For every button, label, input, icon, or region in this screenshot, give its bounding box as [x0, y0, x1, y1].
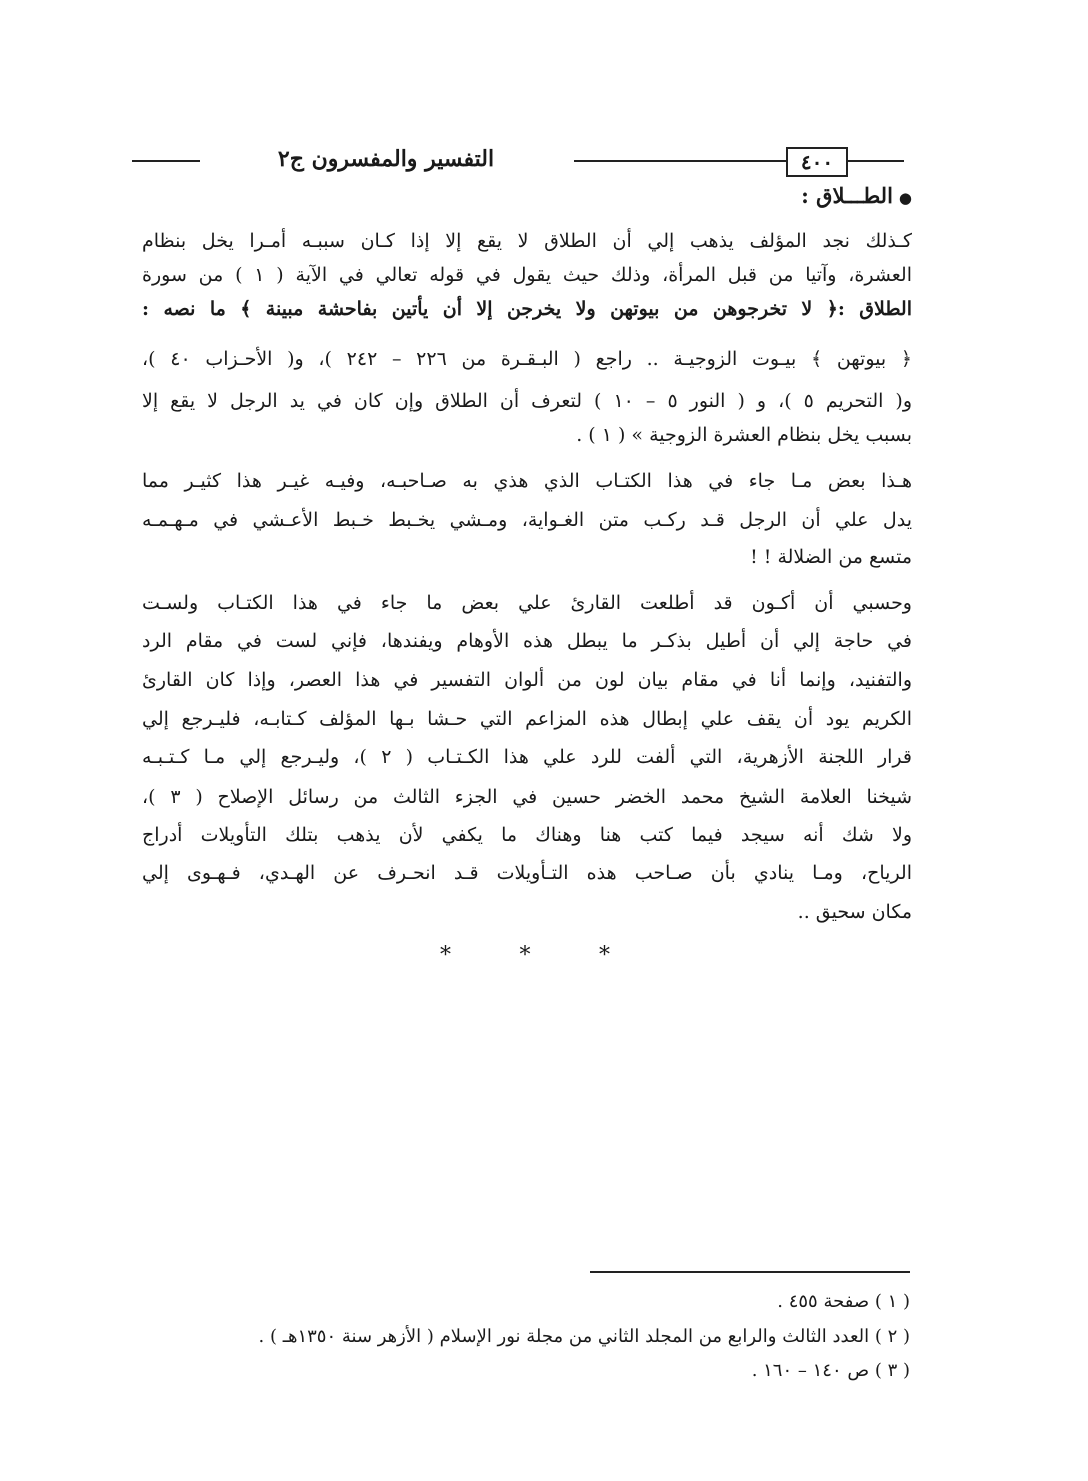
- body-line: في حاجة إلي أن أطيل بذكـر ما يبطل هذه الأوهام ويفندها، فإني لست في مقام الرد: [142, 630, 912, 652]
- bullet-icon: ●: [898, 189, 912, 207]
- body-line: هـذا بعض مـا جاء في هذا الكتـاب الذي هذي به صـاحبـه، وفيـه غيـر هذا كثيـر مما: [142, 470, 912, 492]
- footnote: ( ٢ ) العدد الثالث والرابع من المجلد الثاني من مجلة نور الإسلام ( الأزهر سنة ١٣٥٠هـ ) .: [258, 1326, 910, 1347]
- body-line: والتفنيد، وإنما أنا في مقام بيان لون من ألوان التفسير في هذا العصر، وإذا كان القارئ: [142, 669, 912, 691]
- asterisk-icon: *: [599, 943, 610, 968]
- body-line: ولا شك أنه سيجد فيما كتب هنا وهناك ما يكفي لأن يذهب بتلك التأويلات أدراج: [142, 824, 912, 846]
- header-rule-middle: [574, 160, 904, 162]
- asterisk-icon: *: [519, 943, 531, 968]
- running-title: التفسير والمفسرون ج٢: [277, 146, 495, 172]
- section-heading-text: الطـــلاق :: [801, 183, 893, 208]
- header-rule-left: [132, 160, 200, 162]
- section-heading: [801, 183, 912, 208]
- body-line: مكان سحيق ..: [797, 901, 912, 923]
- body-line: و( التحريم ٥ )، و ( النور ٥ – ١٠ ) لتعرف أن الطلاق وإن كان في يد الرجل لا يقع إلا: [142, 390, 912, 412]
- footnote: ( ٣ ) ص ١٤٠ – ١٦٠ .: [751, 1360, 910, 1381]
- footnote-rule: [590, 1271, 910, 1273]
- asterisk-icon: *: [440, 943, 451, 968]
- body-line: متسع من الضلالة ! !: [750, 546, 912, 568]
- body-line: قرار اللجنة الأزهرية، التي ألفت للرد علي هذا الكـتـاب ( ٢ )، وليـرجع إلي مـا كـتـبـه: [142, 746, 912, 768]
- body-line: كـذلك نجد المؤلف يذهب إلي أن الطلاق لا يقع إلا إذا كـان سببـه أمـرا يخل بنظام: [142, 230, 912, 252]
- body-line: الكريم يود أن يقف علي إبطال هذه المزاعم التي حـشا بـها المؤلف كـتابـه، فليـرجع إلي: [142, 708, 912, 730]
- running-header: [132, 143, 910, 179]
- footnote: ( ١ ) صفحة ٤٥٥ .: [777, 1291, 910, 1312]
- section-separator: [440, 943, 610, 968]
- body-line: وحسبي أن أكـون قد أطلعت القارئ علي بعض ما جاء في هذا الكتـاب ولسـت: [142, 592, 912, 614]
- body-line: يدل علي أن الرجل قـد ركـب متن الغـواية، ومـشي يخـبط خـبط الأعـشي في مـهـمـه: [142, 509, 912, 531]
- body-line: العشرة، وآتيا من قبل المرأة، وذلك حيث يقول في قوله تعالي في الآية ( ١ ) من سورة: [142, 264, 912, 286]
- body-line: الرياح، ومـا ينادي بأن صـاحب هذه التـأويلات قـد انحـرف عن الهـدي، فـهـوى إلي: [142, 862, 912, 884]
- body-line: ﴿ بيوتهن ﴾ بيـوت الزوجيـة .. راجع ( البـقـرة من ٢٢٦ – ٢٤٢ )، و( الأحـزاب ٤٠ )،: [142, 348, 912, 370]
- body-line: شيخنا العلامة الشيخ محمد الخضر حسين في الجزء الثالث من رسائل الإصلاح ( ٣ )،: [142, 786, 912, 808]
- body-line: بسبب يخل بنظام العشرة الزوجية » ( ١ ) .: [576, 424, 912, 446]
- quran-verse-line: الطلاق :﴿ لا تخرجوهن من بيوتهن ولا يخرجن إلا أن يأتين بفاحشة مبينة ﴾ ما نصه :: [142, 298, 912, 320]
- page-number: ٤٠٠: [786, 147, 848, 177]
